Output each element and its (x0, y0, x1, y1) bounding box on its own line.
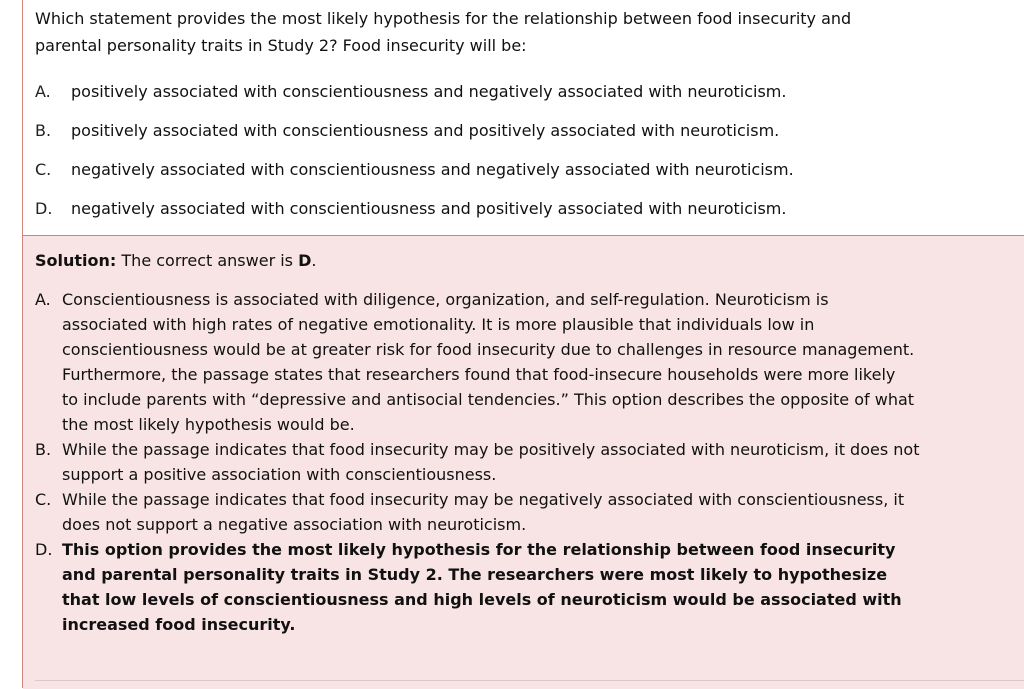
explanation-line: Conscientiousness is associated with diligence, organization, and self-regulation. Neuroticism is (62, 290, 829, 309)
question-text (35, 5, 995, 59)
explanation-line: conscientiousness would be at greater risk for food insecurity due to challenges in resource management. (62, 340, 915, 359)
solution-label: Solution: (35, 251, 117, 270)
question-line: Which statement provides the most likely hypothesis for the relationship between food insecurity and (35, 9, 852, 28)
explanation-d (35, 537, 919, 637)
option-text: negatively associated with conscientiousness and positively associated with neuroticism. (71, 199, 787, 218)
explanation-letter: C. (35, 490, 52, 509)
explanation-b (35, 437, 919, 487)
option-text: negatively associated with conscientiousness and negatively associated with neuroticism. (71, 160, 794, 179)
solution-period: . (311, 251, 317, 270)
solution-text: The correct answer is (116, 251, 299, 270)
option-b[interactable] (35, 121, 779, 141)
explanation-line: This option provides the most likely hypothesis for the relationship between food insecurity (62, 540, 896, 559)
explanation-c (35, 487, 919, 537)
solution-heading (35, 250, 316, 272)
divider (35, 680, 1024, 681)
explanation-line: associated with high rates of negative emotionality. It is more plausible that individuals low in (62, 315, 815, 334)
explanation-line: and parental personality traits in Study 2. The researchers were most likely to hypothesize (62, 565, 888, 584)
explanation-line: the most likely hypothesis would be. (62, 415, 355, 434)
option-letter: B. (35, 121, 52, 140)
option-letter: A. (35, 82, 51, 101)
explanation-line: increased food insecurity. (62, 615, 296, 634)
solution-box (23, 235, 1024, 689)
explanation-line: that low levels of conscientiousness and high levels of neuroticism would be associated with (62, 590, 902, 609)
option-a[interactable] (35, 82, 786, 102)
explanation-line: While the passage indicates that food insecurity may be positively associated with neuroticism, it does not (62, 440, 920, 459)
explanation-line: does not support a negative association with neuroticism. (62, 515, 527, 534)
explanation-letter: A. (35, 290, 51, 309)
explanation-line: support a positive association with conscientiousness. (62, 465, 497, 484)
explanation-line: While the passage indicates that food insecurity may be negatively associated with conscientiousness, it (62, 490, 905, 509)
option-letter: D. (35, 199, 53, 218)
option-letter: C. (35, 160, 52, 179)
explanation-a (35, 287, 919, 437)
correct-answer: D (298, 251, 312, 270)
option-d[interactable] (35, 199, 786, 219)
option-c[interactable] (35, 160, 794, 180)
option-text: positively associated with conscientiousness and positively associated with neuroticism. (71, 121, 780, 140)
explanation-list (35, 287, 919, 637)
option-text: positively associated with conscientiousness and negatively associated with neuroticism. (71, 82, 787, 101)
explanation-line: Furthermore, the passage states that researchers found that food-insecure households were more likely (62, 365, 896, 384)
explanation-letter: D. (35, 540, 53, 559)
explanation-letter: B. (35, 440, 52, 459)
question-panel (22, 0, 1024, 688)
explanation-line: to include parents with “depressive and antisocial tendencies.” This option describes the opposite of what (62, 390, 915, 409)
question-line: parental personality traits in Study 2? Food insecurity will be: (35, 36, 527, 55)
